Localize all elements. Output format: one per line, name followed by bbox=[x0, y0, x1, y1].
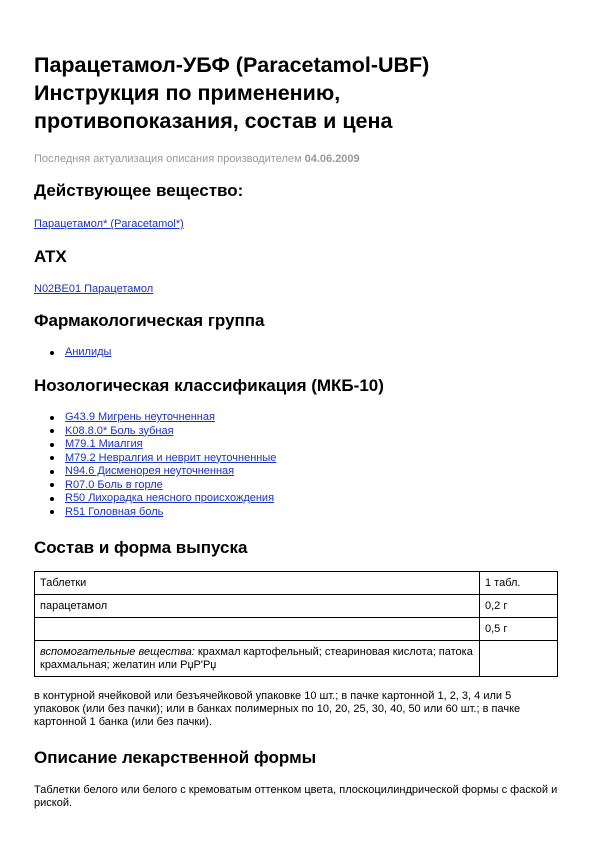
table-row bbox=[35, 641, 558, 677]
nosology-link-m79-1[interactable]: M79.1 Миалгия bbox=[65, 438, 143, 450]
atc-code-link[interactable]: N02BE01 Парацетамол bbox=[34, 283, 154, 295]
dosage-form-text: Таблетки белого или белого с кремоватым оттенком цвета, плоскоцилиндрической формы с фаской и риской. bbox=[34, 784, 558, 809]
list-item bbox=[34, 346, 111, 360]
nosology-list bbox=[34, 411, 276, 519]
excipients-text: крахмал картофельный; стеариновая кислота; патока крахмальная; желатин или РџР'Рџ bbox=[40, 645, 473, 671]
list-item bbox=[34, 479, 276, 493]
list-item bbox=[34, 411, 276, 425]
dosage-form-heading: Описание лекарственной формы bbox=[34, 748, 317, 767]
last-updated-date: 04.06.2009 bbox=[304, 153, 360, 165]
list-item bbox=[34, 506, 276, 520]
nosology-link-g43-9[interactable]: G43.9 Мигрень неуточненная bbox=[65, 411, 215, 423]
packaging-text: в контурной ячейковой или безъячейковой упаковке 10 шт.; в пачке картонной 1, 2, 3, 4 или 5 упаковок (или без пачки); или в банках полимерных по 10, 20, 25, 30, 40, 50 или 60 шт.; в пачке картонной 1 банка (или без пачки). bbox=[34, 690, 521, 728]
table-row bbox=[35, 618, 558, 641]
pharm-group-list bbox=[34, 346, 111, 360]
nosology-link-r51[interactable]: R51 Головная боль bbox=[65, 505, 164, 518]
list-item bbox=[34, 452, 276, 466]
title-line-3: противопоказания, состав и цена bbox=[34, 109, 393, 133]
nosology-heading: Нозологическая классификация (МКБ-10) bbox=[34, 376, 384, 395]
composition-value-cell: 0,5 г bbox=[480, 618, 558, 641]
atc-line bbox=[34, 283, 153, 296]
composition-heading: Состав и форма выпуска bbox=[34, 538, 248, 557]
active-substance-line bbox=[34, 218, 184, 231]
pharm-group-link[interactable]: Анилиды bbox=[65, 346, 112, 358]
composition-value-cell: 1 табл. bbox=[480, 572, 558, 595]
nosology-link-r07-0[interactable]: R07.0 Боль в горле bbox=[65, 478, 163, 491]
list-item bbox=[34, 425, 276, 439]
title-line-1: Парацетамол-УБФ (Paracetamol-UBF) bbox=[34, 53, 430, 77]
nosology-link-k08-8-0[interactable]: K08.8.0* Боль зубная bbox=[65, 424, 174, 437]
composition-name-cell: Таблетки bbox=[35, 572, 480, 595]
nosology-link-r50[interactable]: R50 Лихорадка неясного происхождения bbox=[65, 492, 275, 504]
last-updated bbox=[34, 153, 360, 165]
table-row bbox=[35, 572, 558, 595]
list-item bbox=[34, 465, 276, 479]
nosology-link-n94-6[interactable]: N94.6 Дисменорея неуточненная bbox=[65, 465, 235, 477]
title-line-2: Инструкция по применению, bbox=[34, 81, 341, 105]
excipients-label: вспомогательные вещества: bbox=[40, 645, 195, 658]
atc-heading: ATX bbox=[34, 247, 67, 266]
pharm-group-heading: Фармакологическая группа bbox=[34, 311, 265, 330]
composition-value-cell: 0,2 г bbox=[480, 595, 558, 618]
list-item bbox=[34, 492, 276, 506]
last-updated-label: Последняя актуализация описания производителем bbox=[34, 153, 302, 165]
active-substance-heading: Действующее вещество: bbox=[34, 181, 244, 200]
table-row bbox=[35, 595, 558, 618]
nosology-link-m79-2[interactable]: M79.2 Невралгия и неврит неуточненные bbox=[65, 451, 277, 464]
composition-name-cell: парацетамол bbox=[35, 595, 480, 618]
composition-value-cell-empty bbox=[480, 641, 558, 677]
composition-name-cell bbox=[35, 618, 480, 641]
composition-table bbox=[34, 571, 558, 677]
excipients-cell bbox=[35, 641, 480, 677]
active-substance-link[interactable]: Парацетамол* (Paracetamol*) bbox=[34, 218, 184, 230]
page-title bbox=[34, 51, 564, 135]
list-item bbox=[34, 438, 276, 452]
